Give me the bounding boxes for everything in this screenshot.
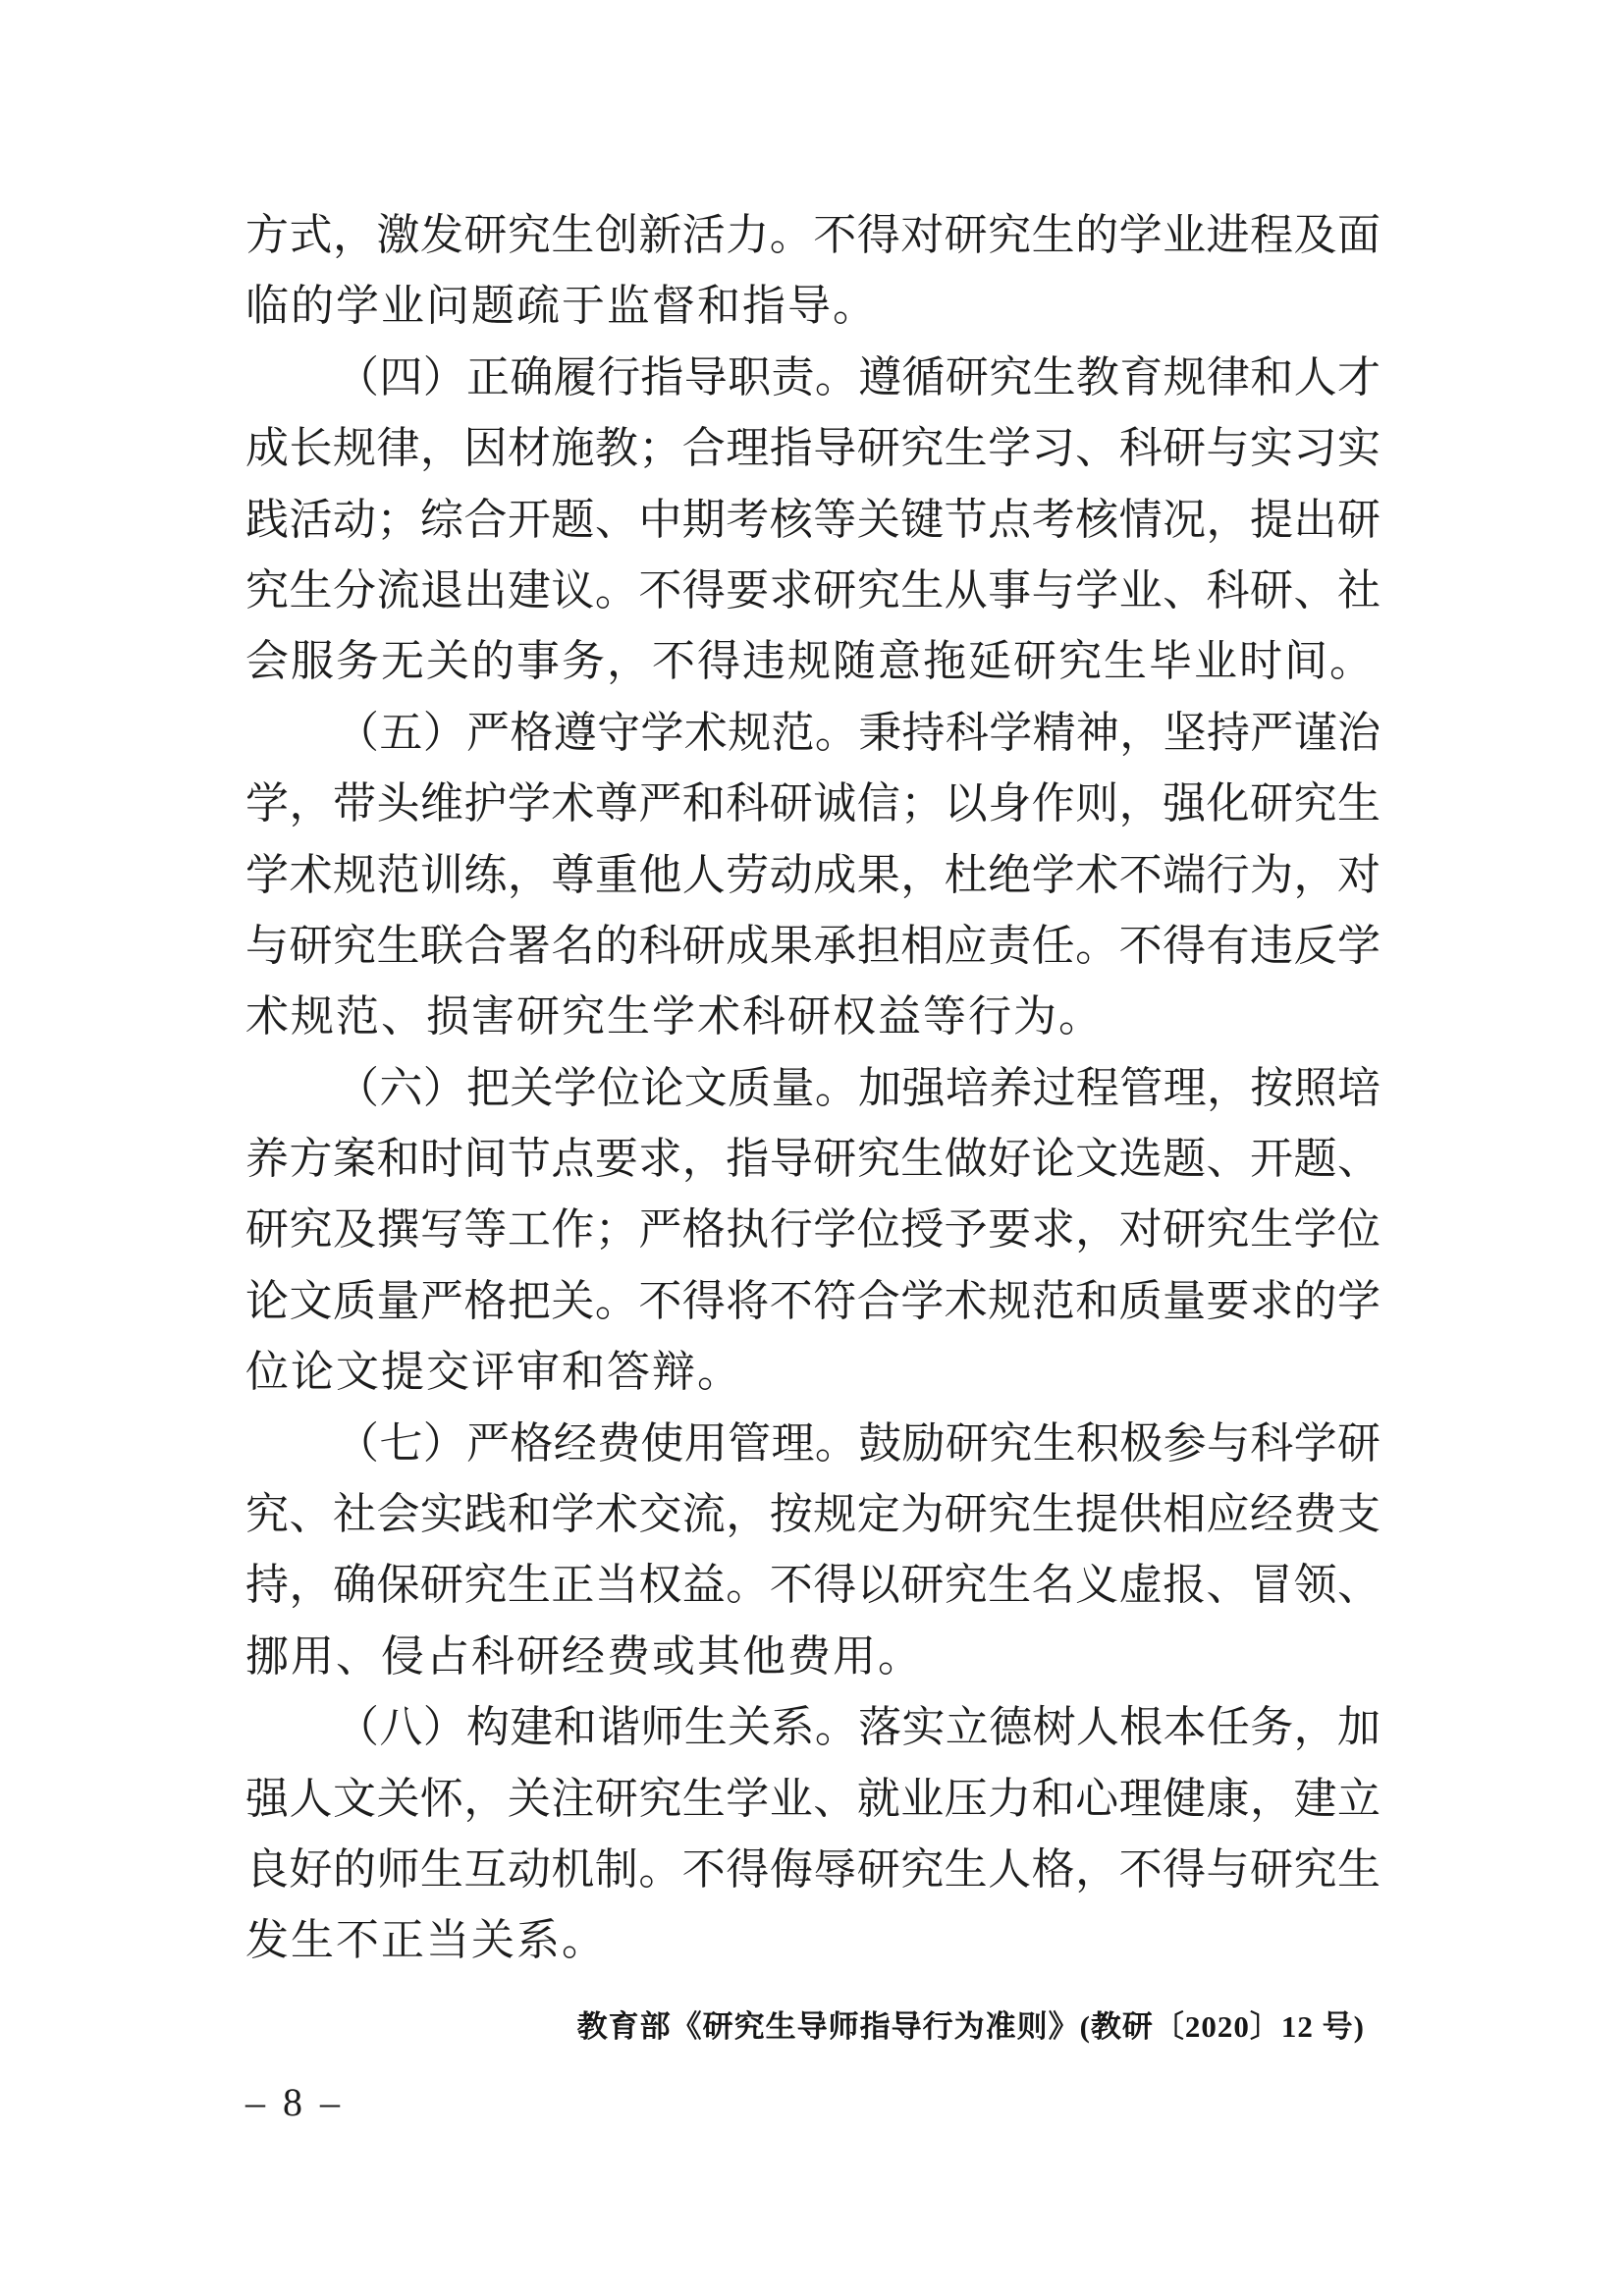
body-line: 位论文提交评审和答辩。: [245, 1348, 742, 1397]
body-line: 持，确保研究生正当权益。不得以研究生名义虚报、冒领、: [245, 1561, 1380, 1610]
body-line: 学术规范训练，尊重他人劳动成果，杜绝学术不端行为，对: [245, 850, 1380, 899]
body-line: 术规范、损害研究生学术科研权益等行为。: [245, 992, 1104, 1041]
body-line: 研究及撰写等工作；严格执行学位授予要求，对研究生学位: [245, 1205, 1380, 1255]
body-line: （四）正确履行指导职责。遵循研究生教育规律和人才: [336, 352, 1380, 401]
attribution-line: 教育部《研究生导师指导行为准则》(教研〔2020〕12 号): [576, 2009, 1365, 2044]
body-line: （五）严格遵守学术规范。秉持科学精神，坚持严谨治: [336, 708, 1380, 757]
body-line: 方式，激发研究生创新活力。不得对研究生的学业进程及面: [245, 211, 1380, 259]
body-line: （六）把关学位论文质量。加强培养过程管理，按照培: [336, 1063, 1380, 1112]
body-line: （八）构建和谐师生关系。落实立德树人根本任务，加: [336, 1703, 1380, 1752]
body-line: 究、社会实践和学术交流，按规定为研究生提供相应经费支: [245, 1490, 1380, 1539]
body-line: 学，带头维护学术尊严和科研诚信；以身作则，强化研究生: [245, 779, 1380, 828]
body-line: 挪用、侵占科研经费或其他费用。: [245, 1631, 923, 1681]
body-line: （七）严格经费使用管理。鼓励研究生积极参与科学研: [336, 1418, 1380, 1468]
body-line: 发生不正当关系。: [245, 1916, 607, 1965]
body-line: 成长规律，因材施教；合理指导研究生学习、科研与实习实: [245, 424, 1380, 473]
body-line: 养方案和时间节点要求，指导研究生做好论文选题、开题、: [245, 1135, 1380, 1184]
body-line: 论文质量严格把关。不得将不符合学术规范和质量要求的学: [245, 1276, 1380, 1325]
document-body: [245, 200, 1380, 1977]
body-line: 良好的师生互动机制。不得侮辱研究生人格，不得与研究生: [245, 1844, 1380, 1894]
body-line: 究生分流退出建议。不得要求研究生从事与学业、科研、社: [245, 565, 1380, 614]
page-number: – 8 –: [245, 2080, 344, 2124]
body-line: 会服务无关的事务，不得违规随意拖延研究生毕业时间。: [245, 637, 1375, 686]
body-line: 践活动；综合开题、中期考核等关键节点考核情况，提出研: [245, 495, 1380, 544]
body-line: 强人文关怀，关注研究生学业、就业压力和心理健康，建立: [245, 1774, 1380, 1823]
body-line: 临的学业问题疏于监督和指导。: [245, 282, 878, 331]
body-line: 与研究生联合署名的科研成果承担相应责任。不得有违反学: [245, 921, 1380, 970]
